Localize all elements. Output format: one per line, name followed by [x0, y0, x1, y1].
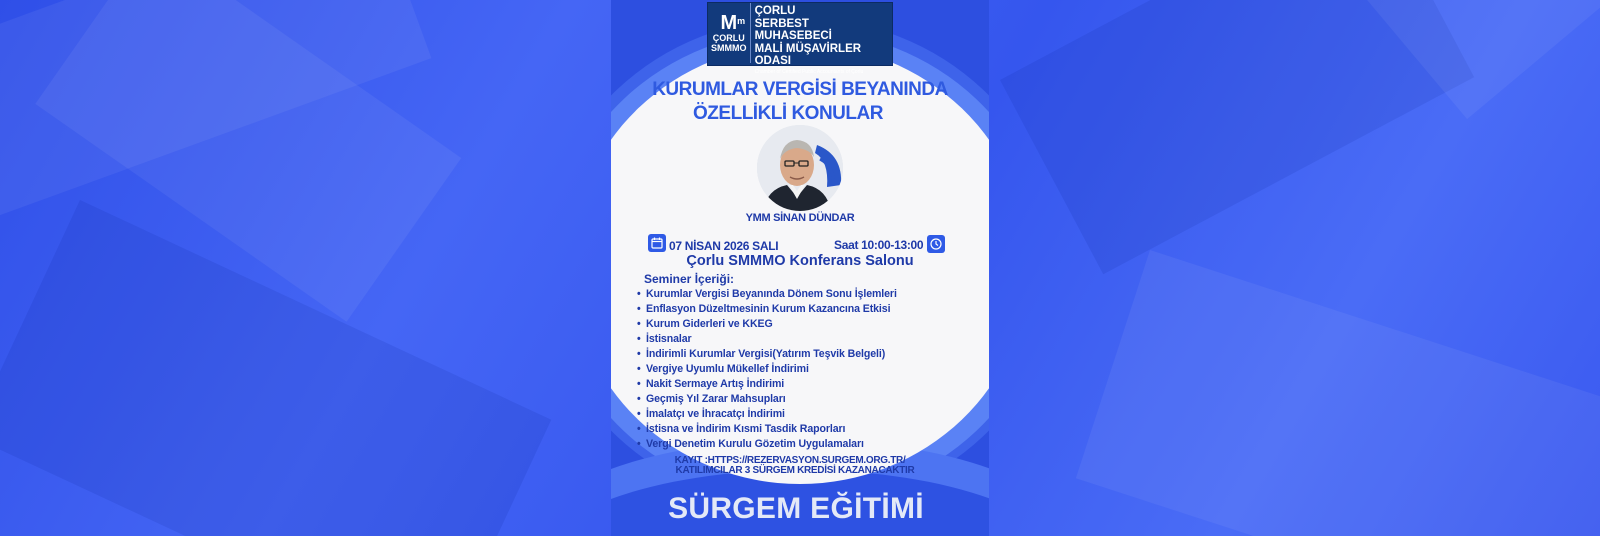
speaker-name: YMM SİNAN DÜNDAR	[745, 212, 855, 224]
seminar-poster	[611, 0, 989, 536]
speaker-photo	[757, 125, 843, 211]
footer-title: SÜRGEM EĞİTİMİ	[668, 492, 924, 525]
event-time: Saat 10:00-13:00	[834, 238, 924, 252]
credit-note: KATILIMCILAR 3 SÜRGEM KREDİSİ KAZANACAKTIR	[675, 465, 915, 476]
list-item: • Kurumlar Vergisi Beyanında Dönem Sonu İşlemleri	[637, 287, 897, 302]
list-item: • İstisna ve İndirim Kısmi Tasdik Raporları	[637, 422, 897, 437]
list-item: • İmalatçı ve İhracatçı İndirimi	[637, 407, 897, 422]
event-date: 07 NİSAN 2026 SALI	[669, 239, 779, 253]
logo-mark-line1: ÇORLU	[712, 33, 745, 43]
list-item: • Vergi Denetim Kurulu Gözetim Uygulamaları	[637, 437, 897, 452]
logo-line4: ODASI	[754, 55, 791, 67]
chamber-logo	[707, 2, 893, 75]
list-item: • Vergiye Uyumlu Mükellef İndirimi	[637, 362, 897, 377]
logo-line3: MALİ MÜŞAVİRLER	[754, 42, 862, 55]
logo-line2: SERBEST MUHASEBECİ	[754, 17, 832, 42]
list-item: • Geçmiş Yıl Zarar Mahsupları	[637, 392, 897, 407]
seminar-title-line1: KURUMLAR VERGİSİ BEYANINDA	[652, 79, 948, 100]
clock-icon	[927, 235, 945, 253]
list-item: • Enflasyon Düzeltmesinin Kurum Kazancına Etkisi	[637, 302, 897, 317]
logo-mark-sup: m	[737, 16, 746, 26]
list-item: • Kurum Giderleri ve KKEG	[637, 317, 897, 332]
content-heading: Seminer İçeriği:	[644, 272, 735, 286]
logo-subtitle: Chamber of Certified Public Accountants of Çorlu	[754, 68, 864, 75]
logo-mark-letter: M	[720, 12, 738, 34]
calendar-icon	[648, 234, 666, 252]
registration-link[interactable]: KAYIT :HTTPS://REZERVASYON.SURGEM.ORG.TR/	[674, 455, 906, 466]
event-venue: Çorlu SMMMO Konferans Salonu	[686, 253, 914, 269]
list-item: • Nakit Sermaye Artış İndirimi	[637, 377, 897, 392]
logo-line1: ÇORLU	[754, 5, 796, 17]
seminar-title-line2: ÖZELLİKLİ KONULAR	[693, 103, 883, 124]
list-item: • İndirimli Kurumlar Vergisi(Yatırım Teşvik Belgeli)	[637, 347, 897, 362]
content-list	[637, 287, 897, 452]
list-item: • İstisnalar	[637, 332, 897, 347]
logo-mark-line2: SMMMO	[711, 43, 747, 53]
